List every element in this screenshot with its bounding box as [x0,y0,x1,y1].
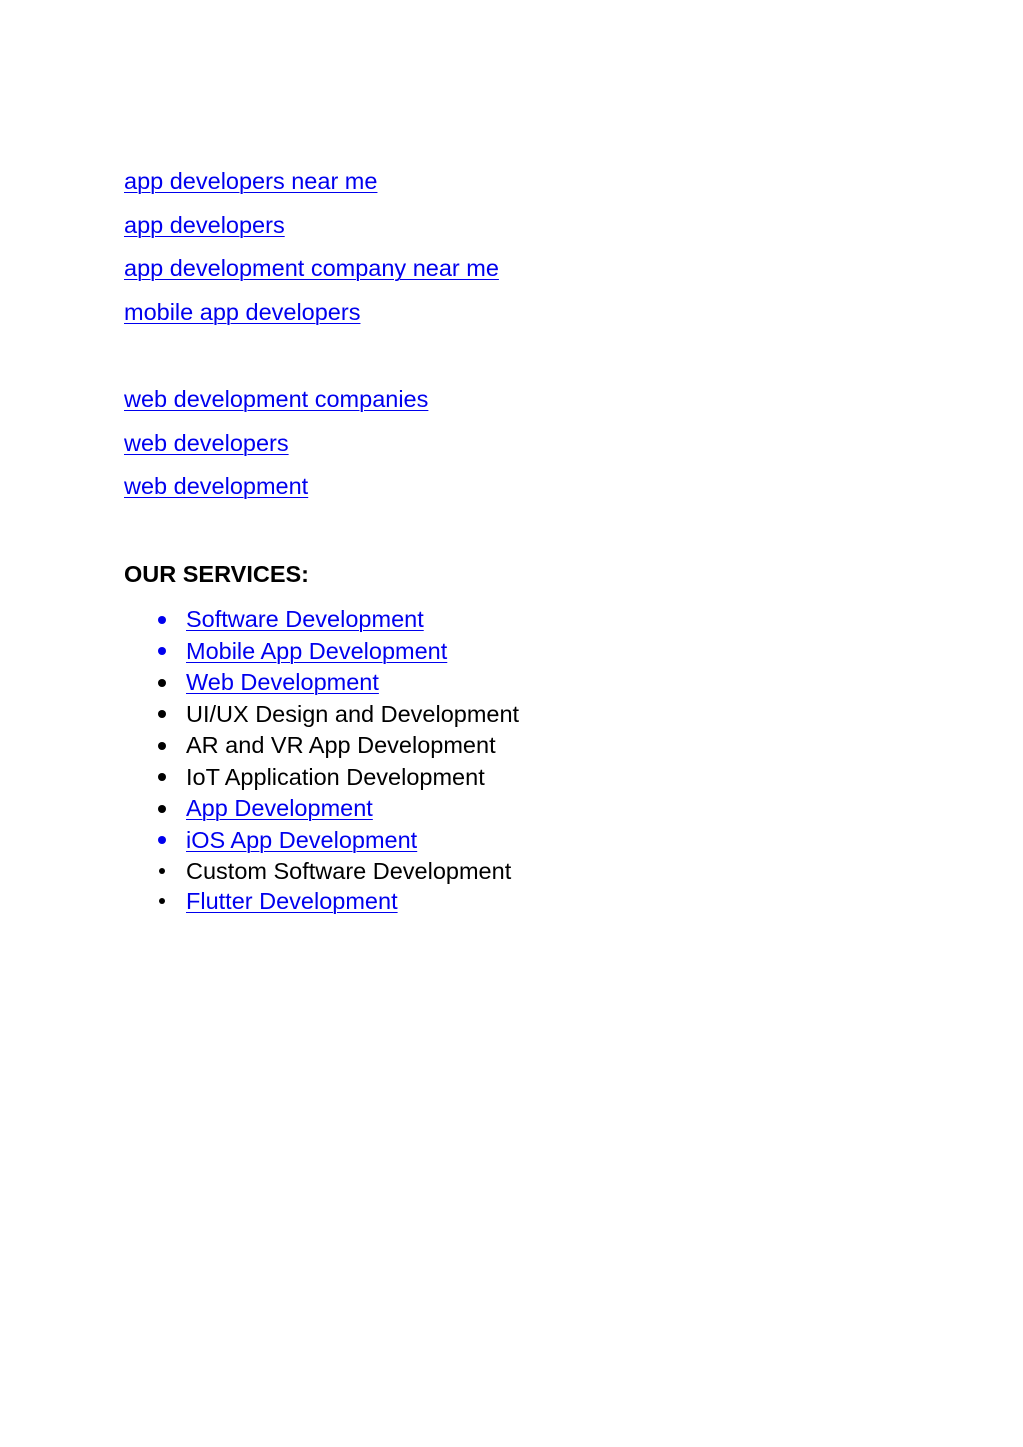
web-developer-links [124,384,428,515]
service-item [124,762,519,794]
bullet-icon [158,805,166,813]
service-item [124,604,519,636]
list-item [124,297,499,341]
service-link-software-development[interactable]: Software Development [186,606,424,632]
bullet-icon [158,742,166,750]
service-item [124,636,519,668]
services-list [124,604,519,916]
service-text-ui-ux-design: UI/UX Design and Development [186,700,520,727]
service-link-app-development[interactable]: App Development [186,795,373,821]
service-link-flutter-development[interactable]: Flutter Development [186,888,398,914]
bullet-icon [159,868,165,874]
link-app-developers[interactable]: app developers [124,211,285,238]
link-app-development-company-near-me[interactable]: app development company near me [124,255,499,282]
link-web-development-companies[interactable]: web development companies [124,386,429,412]
list-item [124,253,499,297]
bullet-icon [158,647,166,655]
service-link-web-development[interactable]: Web Development [186,669,379,695]
link-app-developers-near-me[interactable]: app developers near me [124,168,378,194]
service-item [124,793,519,825]
service-item [124,667,519,699]
link-web-development[interactable]: web development [124,473,309,500]
service-item [124,825,519,857]
service-item [124,886,519,916]
list-item [124,471,428,515]
bullet-icon [158,710,166,718]
list-item [124,428,428,472]
bullet-icon [158,616,166,624]
service-link-mobile-app-development[interactable]: Mobile App Development [186,637,448,664]
service-item [124,730,519,762]
service-text-custom-software: Custom Software Development [186,858,512,884]
bullet-icon [158,773,166,781]
service-text-ar-vr: AR and VR App Development [186,732,496,758]
service-item [124,856,519,886]
bullet-icon [159,898,165,904]
list-item [124,384,428,428]
link-web-developers[interactable]: web developers [124,429,289,456]
service-text-iot: IoT Application Development [186,763,485,790]
bullet-icon [158,836,166,844]
list-item [124,210,499,254]
app-developer-links [124,166,499,341]
services-heading: OUR SERVICES: [124,561,309,587]
bullet-icon [158,679,166,687]
link-mobile-app-developers[interactable]: mobile app developers [124,299,361,326]
service-item [124,699,519,731]
list-item [124,166,499,210]
service-link-ios-app-development[interactable]: iOS App Development [186,826,418,853]
